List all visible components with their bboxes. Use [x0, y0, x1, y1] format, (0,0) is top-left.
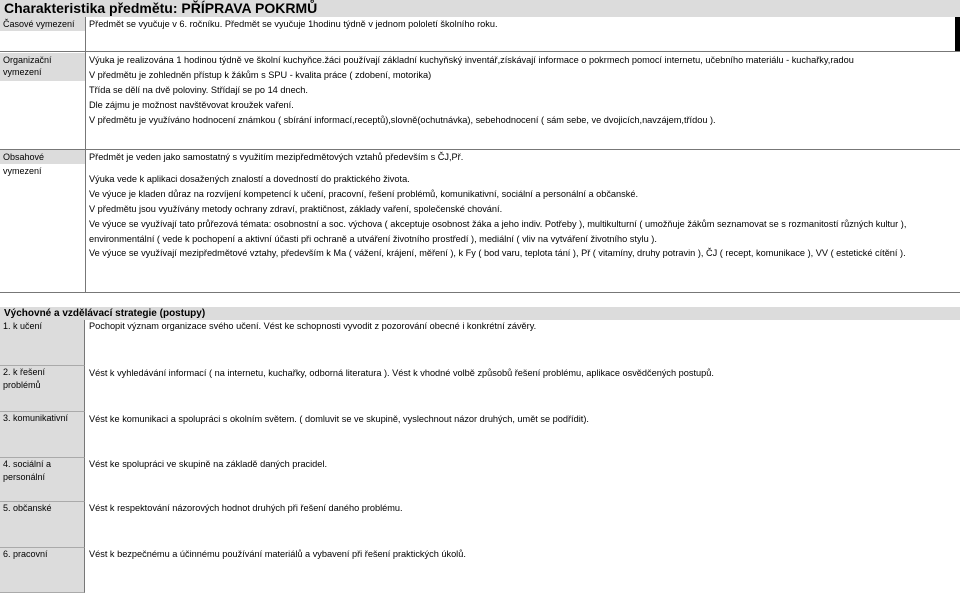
obsahove-line: V předmětu jsou využívány metody ochrany zdraví, praktičnost, základy vaření, společenské chování.: [89, 204, 503, 214]
strategie-row-label: 4. sociální a personální: [0, 458, 85, 502]
organizacni-line: V předmětu je zohledněn přístup k žákům s SPU - kvalita práce ( zdobení, motorika): [89, 70, 432, 80]
obsahove-line: Ve výuce se využívají tato průřezová témata: osobnostní a soc. výchova ( akceptuje osobnost žáka a jeho indiv. Potřeby ), multikulturní ( umožňuje žákům seznamovat se s rozmanitostí různých kultur ), environmentální ( vede k pochopení a aktivní účasti při ochraně a utváření životního prostředí ), mediální ( vliv na vytváření životního stylu ).: [89, 219, 907, 244]
obsahove-vymezeni-label: Obsahové vymezení: [0, 150, 85, 164]
strategie-table: [0, 320, 960, 593]
organizacni-line: Dle zájmu je možnost navštěvovat kroužek vaření.: [89, 100, 294, 110]
obsahove-line: Výuka vede k aplikaci dosažených znalostí a dovedností do praktického života.: [89, 174, 410, 184]
strategie-row-label: 2. k řešení problémů: [0, 366, 85, 412]
strategie-row-text: Pochopit význam organizace svého učení. Vést ke schopnosti vyvodit z pozorování obecné i konkrétní závěry.: [89, 321, 537, 331]
organizacni-vymezeni-text: [85, 53, 960, 128]
casove-vymezeni-label: Časové vymezení: [0, 17, 85, 31]
strategie-row-text: Vést k respektování názorových hodnot druhých při řešení daného problému.: [89, 503, 403, 513]
organizacni-line: Třída se dělí na dvě poloviny. Střídají se po 14 dnech.: [89, 85, 308, 95]
strategie-title: Výchovné a vzdělávací strategie (postupy): [0, 307, 960, 320]
strategie-row-text: Vést k vyhledávání informací ( na internetu, kuchařky, odborná literatura ). Vést k vhodné volbě způsobů řešení problému, aplikace osvědčených postupů.: [89, 368, 714, 378]
organizacni-label-text: Organizační vymezení: [3, 55, 52, 77]
obsahove-line: Ve výuce je kladen důraz na rozvíjení kompetencí k učení, pracovní, řešení problémů, komunikativní, sociální a personální a občanské.: [89, 189, 639, 199]
strategie-row-text: Vést k bezpečnému a účinnému používání materiálů a vybavení při řešení praktických úkolů.: [89, 549, 466, 559]
strategie-row-text: Vést ke komunikaci a spolupráci s okolním světem. ( domluvit se ve skupině, vyslechnout názor druhých, umět se podřídit).: [89, 414, 589, 424]
obsahove-line: Předmět je veden jako samostatný s využitím mezipředmětových vztahů především s ČJ,Př.: [89, 152, 464, 162]
page-title: Charakteristika předmětu: PŘÍPRAVA POKRMŮ: [0, 0, 960, 17]
obsahove-line: Ve výuce se využívají mezipředmětové vztahy, především k Ma ( vážení, krájení, měření ), k Fy ( bod varu, teplota tání ), Př ( vitamíny, druhy potravin ), ČJ ( recept, komunikace ), VV ( estetické cítění ).: [89, 248, 906, 258]
organizacni-line: Výuka je realizována 1 hodinou týdně ve školní kuchyňce.žáci používají základní kuchyňský inventář,získávají informace o pokrmech pomocí internetu, učebního materiálu - kuchařky,radou: [89, 55, 854, 65]
strategie-row-text: Vést ke spolupráci ve skupině na základě daných pracidel.: [89, 459, 327, 469]
strategie-row-label: 6. pracovní: [0, 548, 85, 593]
strategie-row-label: 3. komunikativní: [0, 412, 85, 458]
obsahove-vymezeni-text: [85, 150, 925, 261]
strategie-row-label: 1. k učení: [0, 320, 85, 366]
organizacni-vymezeni-label: [0, 53, 85, 81]
strategie-row-label: 5. občanské: [0, 502, 85, 548]
organizacni-line: V předmětu je využíváno hodnocení známkou ( sbírání informací,receptů),slovně(ochutnávka), sebehodnocení ( sám sebe, ve dvojicích,navzájem,třídou ).: [89, 115, 716, 125]
casove-vymezeni-text: Předmět se vyučuje v 6. ročníku. Předmět se vyučuje 1hodinu týdně v jednom pololetí školního roku.: [89, 19, 498, 29]
